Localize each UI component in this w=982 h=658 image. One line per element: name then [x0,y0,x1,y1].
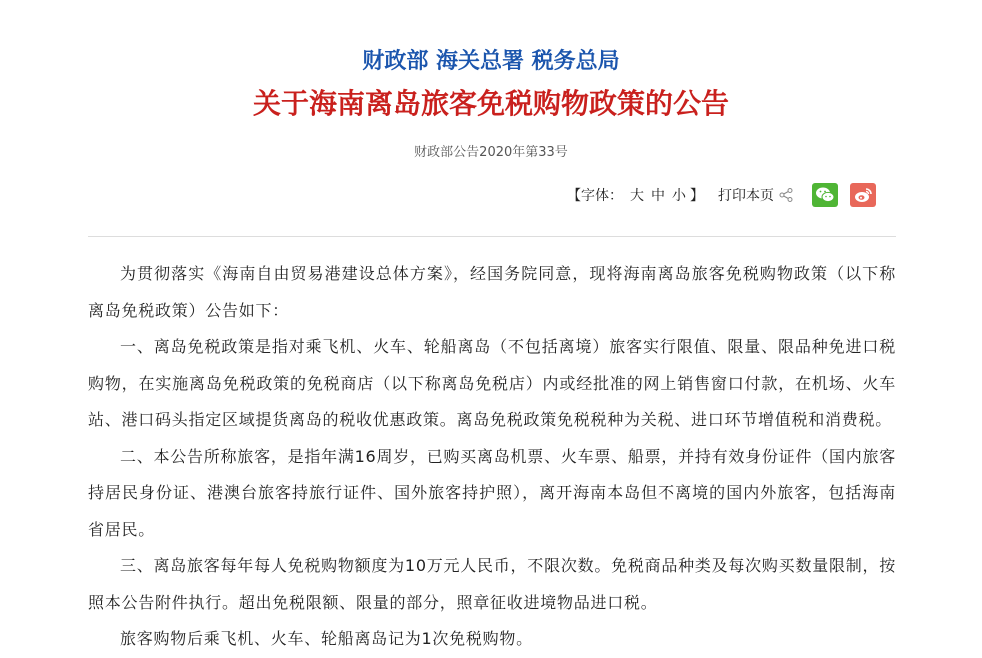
share-icon[interactable] [778,187,794,203]
paragraph: 为贯彻落实《海南自由贸易港建设总体方案》，经国务院同意，现将海南离岛旅客免税购物政策（以下称离岛免税政策）公告如下： [88,264,896,320]
wechat-share-button[interactable] [812,183,838,207]
article-body [88,256,896,658]
font-size-bracket: 】 [690,188,704,204]
page-title: 关于海南离岛旅客免税购物政策的公告 [252,87,729,120]
paragraph: 旅客购物后乘飞机、火车、轮船离岛记为1次免税购物。 [120,629,533,648]
document-number: 财政部公告2020年第33号 [414,145,568,160]
print-button[interactable]: 打印本页 [718,188,774,204]
article-toolbar [567,183,880,207]
font-size-label: 【字体： [567,188,623,204]
header-divider [88,236,896,237]
paragraph: 二、本公告所称旅客，是指年满16周岁，已购买离岛机票、火车票、船票，并持有效身份证件（国内旅客持居民身份证、港澳台旅客持旅行证件、国外旅客持护照），离开海南本岛但不离境的国内外旅客，包括海南省居民。 [88,446,896,539]
issuer-names: 财政部 海关总署 税务总局 [362,49,620,74]
wechat-icon [815,186,835,204]
weibo-share-button[interactable] [850,183,876,207]
font-large-button[interactable]: 大 [630,188,644,204]
font-small-button[interactable]: 小 [672,188,686,204]
font-medium-button[interactable]: 中 [651,188,665,204]
weibo-icon [853,186,873,204]
paragraph: 一、离岛免税政策是指对乘飞机、火车、轮船离岛（不包括离境）旅客实行限值、限量、限品种免进口税购物，在实施离岛免税政策的免税商店（以下称离岛免税店）内或经批准的网上销售窗口付款，在机场、火车站、港口码头指定区域提货离岛的税收优惠政策。离岛免税政策免税税种为关税、进口环节增值税和消费税。 [88,337,896,429]
paragraph: 三、离岛旅客每年每人免税购物额度为10万元人民币，不限次数。免税商品种类及每次购买数量限制，按照本公告附件执行。超出免税限额、限量的部分，照章征收进境物品进口税。 [88,556,896,612]
